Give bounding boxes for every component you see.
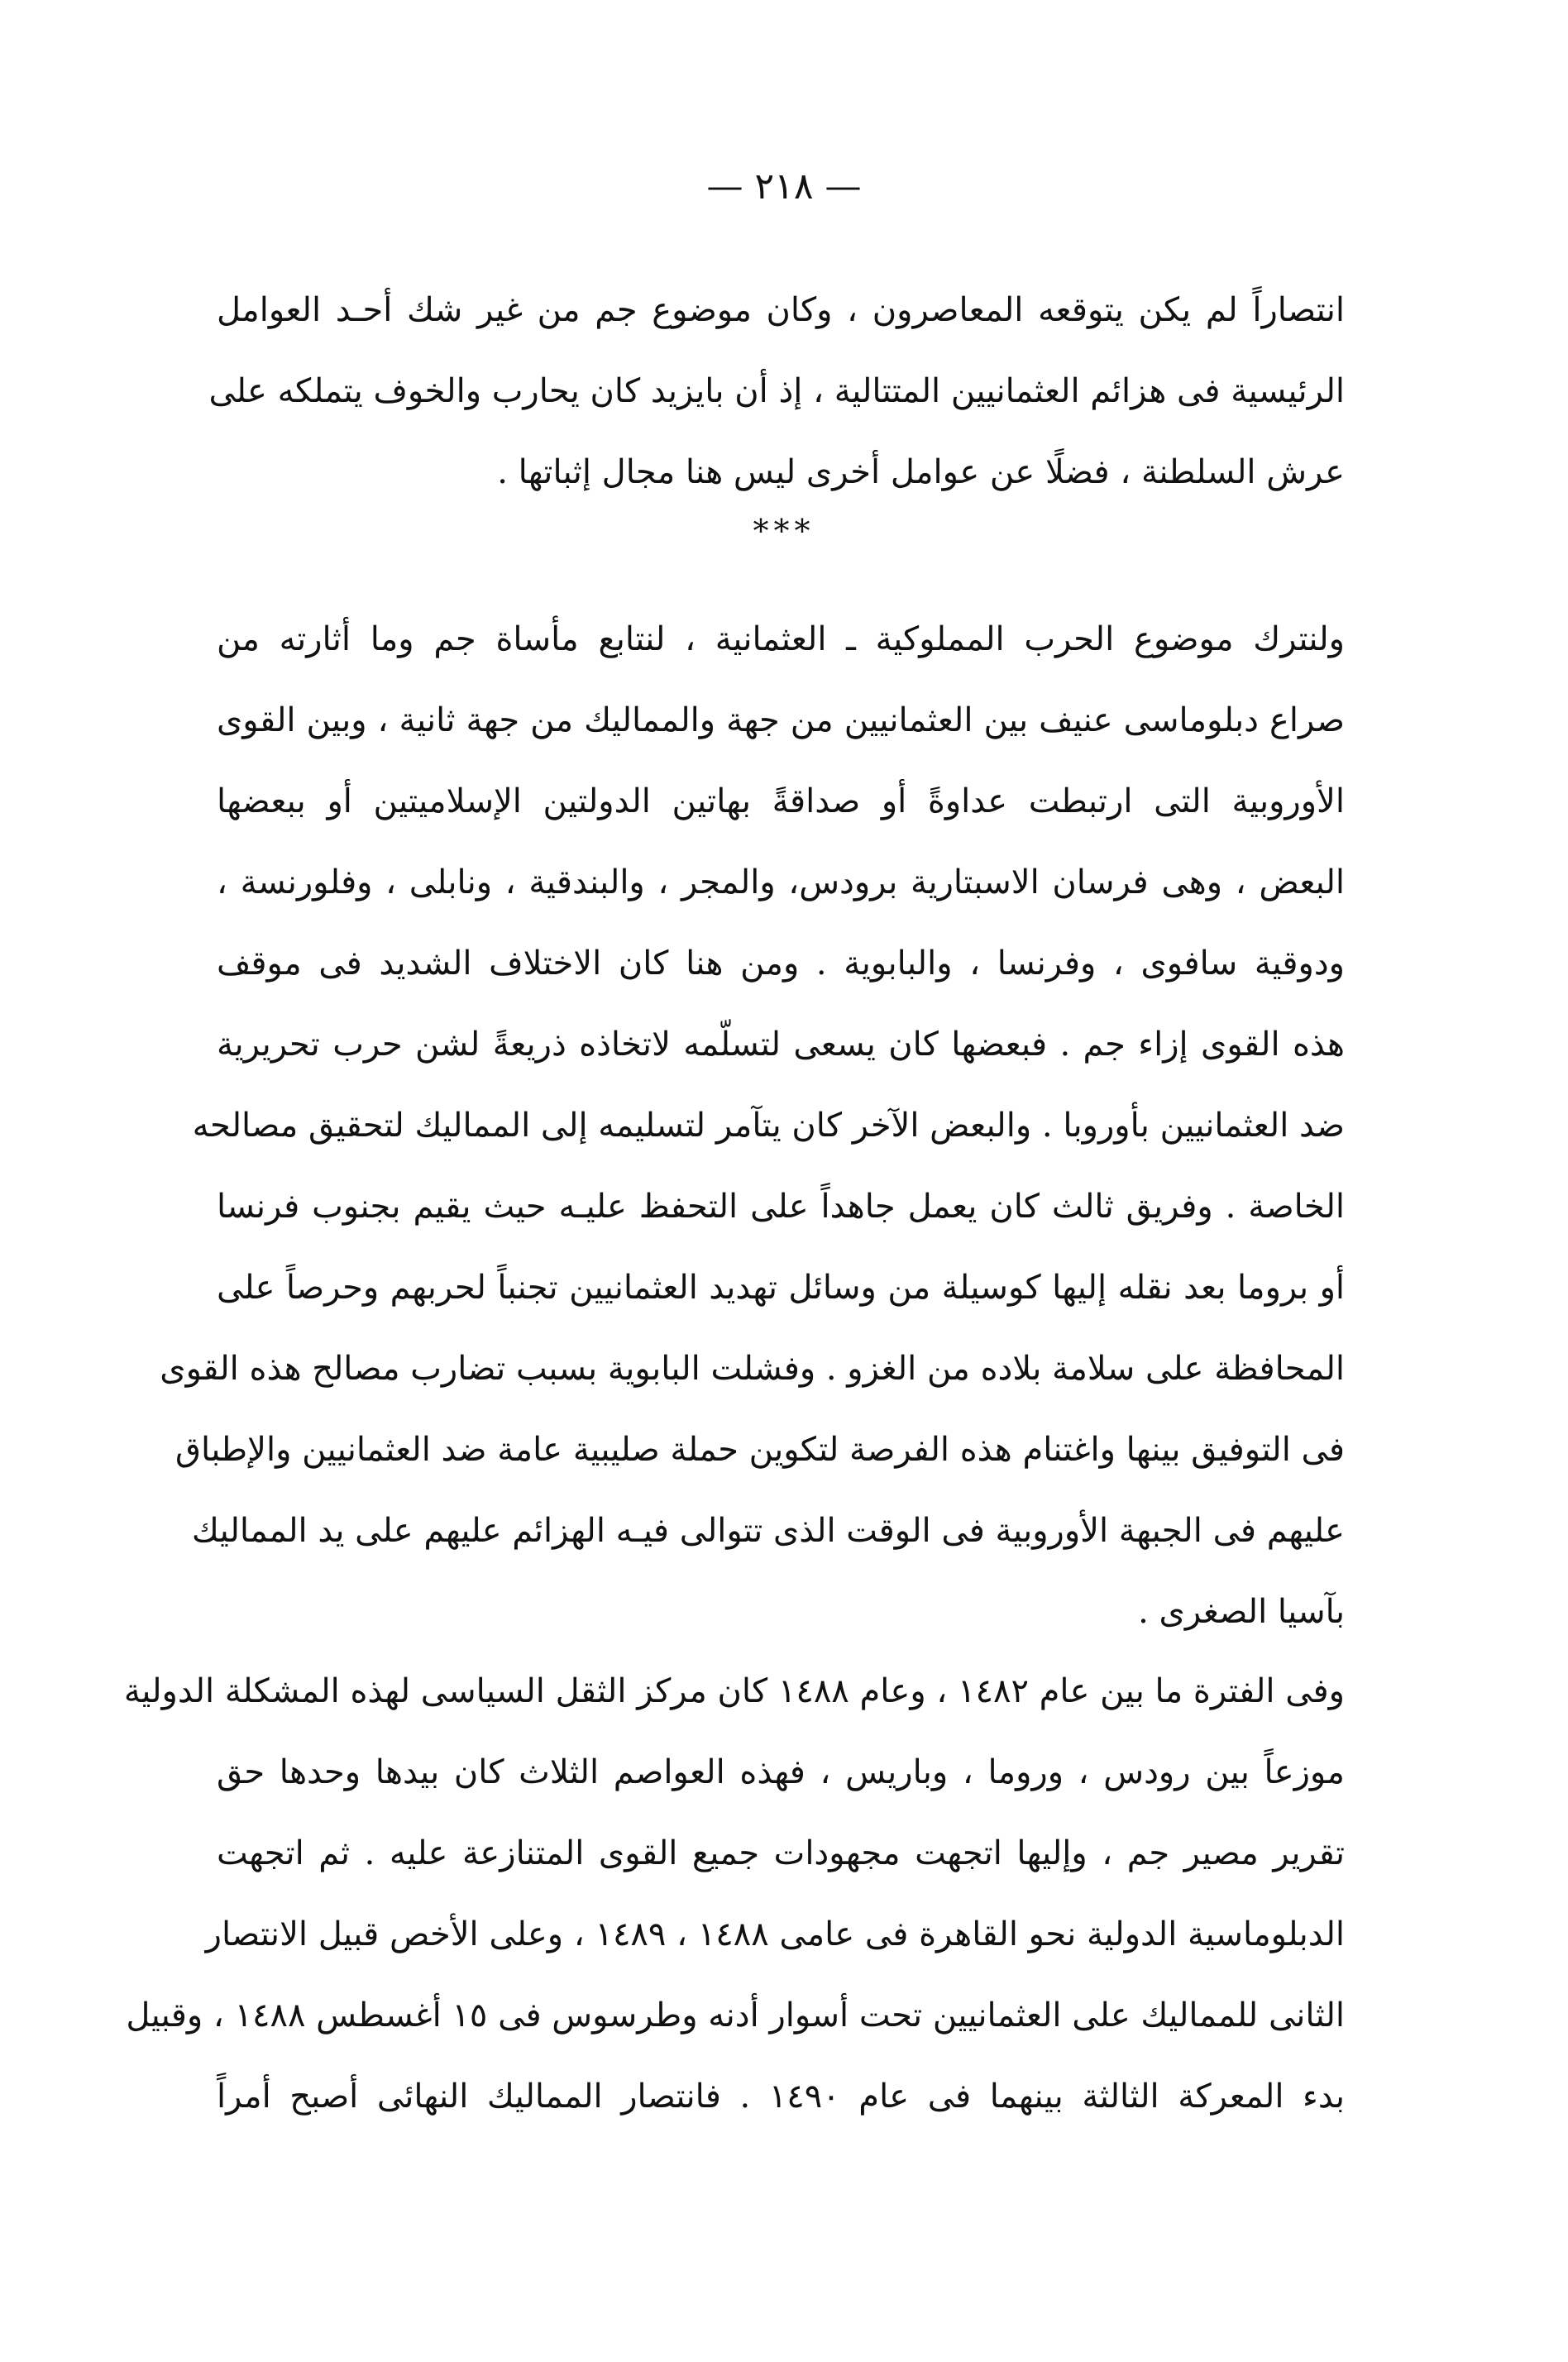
text-line: ودوقية سافوى ، وفرنسا ، والبابوية . ومن هنا كان الاختلاف الشديد فى موقف [217,944,1345,983]
page-number: — ٢١٨ — [706,165,862,208]
paragraph-2 [160,599,1345,1652]
text-line: عليهم فى الجبهة الأوروبية فى الوقت الذى تتوالى فيـه الهزائم عليهم على يد المماليك [191,1512,1345,1550]
text-line: البعض ، وهى فرسان الاسبتارية برودس، والمجر ، والبندقية ، ونابلى ، وفلورنسة ، [217,863,1345,901]
text-line: ضد العثمانيين بأوروبا . والبعض الآخر كان يتآمر لتسليمه إلى المماليك لتحقيق مصالحه [192,1107,1345,1145]
text-line: ولنترك موضوع الحرب المملوكية ـ العثمانية ، لنتابع مأساة جم وما أثارته من [217,620,1345,658]
section-separator: *** [753,513,815,549]
text-line: وفى الفترة ما بين عام ١٤٨٢ ، وعام ١٤٨٨ كان مركز الثقل السياسى لهذه المشكلة الدولية [123,1672,1345,1710]
text-line: الخاصة . وفريق ثالث كان يعمل جاهداً على التحفظ عليـه حيث يقيم بجنوب فرنسا [217,1188,1345,1226]
text-line: الدبلوماسية الدولية نحو القاهرة فى عامى ١٤٨٨ ، ١٤٨٩ ، وعلى الأخص قبيل الانتصار [205,1915,1345,1953]
text-line: تقرير مصير جم ، وإليها اتجهت مجهودات جميع القوى المتنازعة عليه . ثم اتجهت [217,1834,1345,1872]
text-line: صراع دبلوماسى عنيف بين العثمانيين من جهة والمماليك من جهة ثانية ، وبين القوى [217,701,1345,739]
text-line: بدء المعركة الثالثة بينهما فى عام ١٤٩٠ . فانتصار المماليك النهائى أصبح أمراً [217,2078,1345,2116]
text-line: عرش السلطنة ، فضلًا عن عوامل أخرى ليس هنا مجال إثباتها . [497,453,1345,491]
paragraph-3 [123,1651,1345,2137]
text-line: المحافظة على سلامة بلاده من الغزو . وفشلت البابوية بسبب تضارب مصالح هذه القوى [160,1350,1345,1388]
paragraph-1 [208,270,1345,513]
text-line: هذه القوى إزاء جم . فبعضها كان يسعى لتسلّمه لاتخاذه ذريعةً لشن حرب تحريرية [217,1026,1345,1064]
text-line: الرئيسية فى هزائم العثمانيين المتتالية ، إذ أن بايزيد كان يحارب والخوف يتملكه على [208,372,1345,410]
text-line: الأوروبية التى ارتبطت عداوةً أو صداقةً بهاتين الدولتين الإسلاميتين أو ببعضها [217,782,1345,820]
text-line: انتصاراً لم يكن يتوقعه المعاصرون ، وكان موضوع جم من غير شك أحـد العوامل [217,291,1345,329]
text-line: الثانى للمماليك على العثمانيين تحت أسوار أدنه وطرسوس فى ١٥ أغسطس ١٤٨٨ ، وقبيل [126,1996,1345,2034]
text-line: بآسيا الصغرى . [1138,1593,1345,1631]
text-line: فى التوفيق بينها واغتنام هذه الفرصة لتكوين حملة صليبية عامة ضد العثمانيين والإطباق [175,1431,1345,1469]
text-line: موزعاً بين رودس ، وروما ، وباريس ، فهذه العواصم الثلاث كان بيدها وحدها حق [217,1753,1345,1791]
text-line: أو بروما بعد نقله إليها كوسيلة من وسائل تهديد العثمانيين تجنباً لحربهم وحرصاً على [217,1269,1345,1307]
